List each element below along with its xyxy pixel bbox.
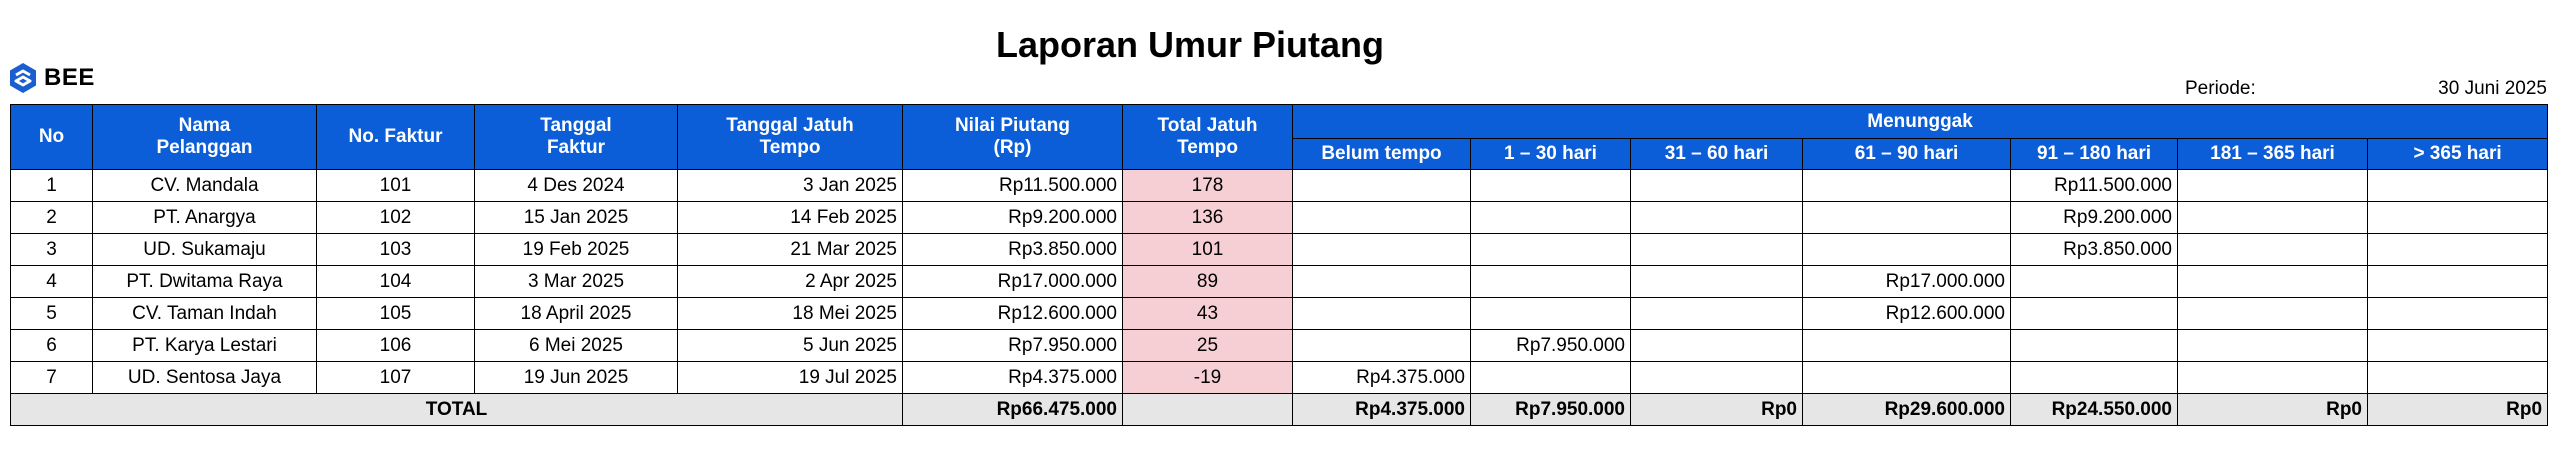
total-bucket: Rp0 — [1631, 394, 1803, 426]
cell-bucket: Rp17.000.000 — [1803, 266, 2011, 298]
total-bucket: Rp7.950.000 — [1471, 394, 1631, 426]
cell-bucket — [1631, 362, 1803, 394]
cell-bucket — [2178, 330, 2368, 362]
cell-jatuh-tempo: 19 Jul 2025 — [678, 362, 903, 394]
cell-nama: UD. Sukamaju — [93, 234, 317, 266]
cell-nilai: Rp7.950.000 — [903, 330, 1123, 362]
cell-total-tempo: 25 — [1123, 330, 1293, 362]
header-bucket-1-30: 1 – 30 hari — [1471, 139, 1631, 170]
cell-bucket — [1803, 234, 2011, 266]
cell-bucket — [1293, 298, 1471, 330]
cell-nama: PT. Anargya — [93, 202, 317, 234]
cell-nama: CV. Mandala — [93, 170, 317, 202]
cell-nama: PT. Karya Lestari — [93, 330, 317, 362]
brand-logo — [8, 62, 95, 94]
cell-bucket — [2368, 170, 2548, 202]
cell-bucket: Rp11.500.000 — [2011, 170, 2178, 202]
cell-tanggal: 19 Feb 2025 — [475, 234, 678, 266]
cell-jatuh-tempo: 18 Mei 2025 — [678, 298, 903, 330]
total-tempo — [1123, 394, 1293, 426]
cell-bucket — [1293, 330, 1471, 362]
cell-faktur: 104 — [317, 266, 475, 298]
cell-bucket — [1471, 170, 1631, 202]
periode-label: Periode: — [2185, 78, 2256, 99]
cell-total-tempo: 178 — [1123, 170, 1293, 202]
table-row — [11, 266, 2548, 298]
cell-nama: UD. Sentosa Jaya — [93, 362, 317, 394]
cell-bucket — [1293, 202, 1471, 234]
cell-nilai: Rp9.200.000 — [903, 202, 1123, 234]
cell-nilai: Rp11.500.000 — [903, 170, 1123, 202]
total-row — [11, 394, 2548, 426]
cell-bucket: Rp3.850.000 — [2011, 234, 2178, 266]
cell-tanggal: 4 Des 2024 — [475, 170, 678, 202]
cell-total-tempo: 43 — [1123, 298, 1293, 330]
cell-bucket — [2178, 234, 2368, 266]
cell-bucket — [1293, 266, 1471, 298]
table-row — [11, 330, 2548, 362]
cell-bucket — [2368, 298, 2548, 330]
cell-bucket: Rp12.600.000 — [1803, 298, 2011, 330]
cell-bucket — [2368, 362, 2548, 394]
cell-tanggal: 15 Jan 2025 — [475, 202, 678, 234]
cell-bucket — [1631, 234, 1803, 266]
cell-total-tempo: -19 — [1123, 362, 1293, 394]
cell-no: 6 — [11, 330, 93, 362]
cell-bucket — [1631, 202, 1803, 234]
cell-total-tempo: 101 — [1123, 234, 1293, 266]
cell-tanggal: 6 Mei 2025 — [475, 330, 678, 362]
table-row — [11, 170, 2548, 202]
total-nilai: Rp66.475.000 — [903, 394, 1123, 426]
cell-bucket — [1803, 330, 2011, 362]
header-tanggal-jatuh-tempo: Tanggal Jatuh Tempo — [678, 105, 903, 170]
cell-bucket — [1803, 170, 2011, 202]
cell-bucket — [1471, 266, 1631, 298]
cell-bucket — [2178, 298, 2368, 330]
table-row — [11, 202, 2548, 234]
header-no-faktur: No. Faktur — [317, 105, 475, 170]
logo-text: BEE — [44, 64, 95, 91]
cell-tanggal: 18 April 2025 — [475, 298, 678, 330]
cell-no: 1 — [11, 170, 93, 202]
cell-no: 7 — [11, 362, 93, 394]
cell-tanggal: 19 Jun 2025 — [475, 362, 678, 394]
cell-bucket — [2011, 362, 2178, 394]
total-bucket: Rp0 — [2178, 394, 2368, 426]
cell-bucket — [2178, 266, 2368, 298]
cell-no: 5 — [11, 298, 93, 330]
cell-no: 2 — [11, 202, 93, 234]
total-bucket: Rp24.550.000 — [2011, 394, 2178, 426]
cell-no: 3 — [11, 234, 93, 266]
bee-logo-icon — [8, 62, 38, 94]
cell-bucket — [1471, 298, 1631, 330]
cell-bucket: Rp4.375.000 — [1293, 362, 1471, 394]
cell-total-tempo: 136 — [1123, 202, 1293, 234]
cell-bucket — [2368, 266, 2548, 298]
report-title: Laporan Umur Piutang — [995, 24, 1385, 65]
cell-faktur: 105 — [317, 298, 475, 330]
total-bucket: Rp29.600.000 — [1803, 394, 2011, 426]
cell-bucket — [1631, 298, 1803, 330]
cell-bucket — [2178, 362, 2368, 394]
cell-nilai: Rp4.375.000 — [903, 362, 1123, 394]
cell-jatuh-tempo: 2 Apr 2025 — [678, 266, 903, 298]
cell-bucket — [1803, 362, 2011, 394]
table-row — [11, 298, 2548, 330]
header-bucket-over-365: > 365 hari — [2368, 139, 2548, 170]
cell-jatuh-tempo: 5 Jun 2025 — [678, 330, 903, 362]
cell-bucket — [1471, 234, 1631, 266]
cell-bucket — [1631, 330, 1803, 362]
table-row — [11, 234, 2548, 266]
cell-bucket — [2178, 202, 2368, 234]
cell-bucket — [2368, 234, 2548, 266]
cell-faktur: 106 — [317, 330, 475, 362]
cell-nilai: Rp3.850.000 — [903, 234, 1123, 266]
cell-bucket — [1803, 202, 2011, 234]
cell-jatuh-tempo: 21 Mar 2025 — [678, 234, 903, 266]
cell-bucket — [1471, 202, 1631, 234]
cell-bucket — [2368, 202, 2548, 234]
header-menunggak: Menunggak — [1293, 105, 2548, 139]
cell-bucket — [2178, 170, 2368, 202]
cell-no: 4 — [11, 266, 93, 298]
header-bucket-belum-tempo: Belum tempo — [1293, 139, 1471, 170]
cell-bucket: Rp9.200.000 — [2011, 202, 2178, 234]
cell-nilai: Rp17.000.000 — [903, 266, 1123, 298]
cell-jatuh-tempo: 14 Feb 2025 — [678, 202, 903, 234]
cell-bucket — [1631, 266, 1803, 298]
header-bucket-61-90: 61 – 90 hari — [1803, 139, 2011, 170]
cell-jatuh-tempo: 3 Jan 2025 — [678, 170, 903, 202]
cell-nama: CV. Taman Indah — [93, 298, 317, 330]
header-bucket-31-60: 31 – 60 hari — [1631, 139, 1803, 170]
header-bucket-181-365: 181 – 365 hari — [2178, 139, 2368, 170]
header-nilai-piutang: Nilai Piutang (Rp) — [903, 105, 1123, 170]
cell-bucket — [1293, 234, 1471, 266]
cell-bucket — [2011, 266, 2178, 298]
cell-nilai: Rp12.600.000 — [903, 298, 1123, 330]
cell-bucket — [1631, 170, 1803, 202]
header-nama-pelanggan: Nama Pelanggan — [93, 105, 317, 170]
cell-total-tempo: 89 — [1123, 266, 1293, 298]
aging-table — [10, 104, 2548, 426]
periode-value: 30 Juni 2025 — [2438, 78, 2547, 99]
cell-bucket — [2368, 330, 2548, 362]
header-total-jatuh-tempo: Total Jatuh Tempo — [1123, 105, 1293, 170]
cell-faktur: 103 — [317, 234, 475, 266]
header-bucket-91-180: 91 – 180 hari — [2011, 139, 2178, 170]
total-bucket: Rp4.375.000 — [1293, 394, 1471, 426]
total-bucket: Rp0 — [2368, 394, 2548, 426]
header-no: No — [11, 105, 93, 170]
table-row — [11, 362, 2548, 394]
cell-bucket — [1293, 170, 1471, 202]
header-tanggal-faktur: Tanggal Faktur — [475, 105, 678, 170]
cell-bucket — [1471, 362, 1631, 394]
cell-nama: PT. Dwitama Raya — [93, 266, 317, 298]
cell-bucket — [2011, 330, 2178, 362]
cell-faktur: 107 — [317, 362, 475, 394]
cell-tanggal: 3 Mar 2025 — [475, 266, 678, 298]
cell-faktur: 101 — [317, 170, 475, 202]
cell-bucket — [2011, 298, 2178, 330]
total-label: TOTAL — [11, 394, 903, 426]
cell-faktur: 102 — [317, 202, 475, 234]
cell-bucket: Rp7.950.000 — [1471, 330, 1631, 362]
